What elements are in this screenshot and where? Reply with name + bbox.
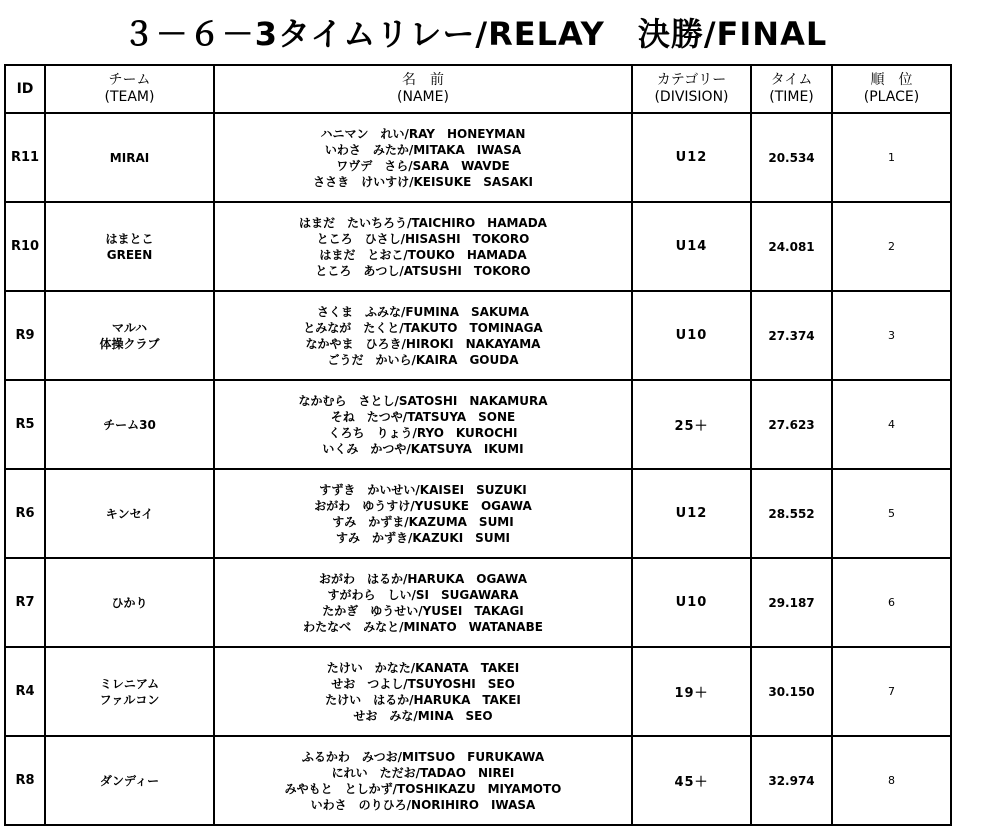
row-division: U10 <box>632 558 751 647</box>
row-team <box>45 202 214 291</box>
row-time: 32.974 <box>751 736 832 825</box>
row-place: 2 <box>832 202 951 291</box>
row-time: 29.187 <box>751 558 832 647</box>
header-id: ID <box>5 65 45 113</box>
row-members <box>214 647 632 736</box>
row-members <box>214 736 632 825</box>
team-name-line: MIRAI <box>109 150 150 165</box>
team-name-line: ダンディー <box>99 773 160 788</box>
member-name: わたなべ みなと/MINATO WATANABE <box>303 619 543 634</box>
row-time: 27.374 <box>751 291 832 380</box>
member-name: おがわ ゆうすけ/YUSUKE OGAWA <box>314 498 532 513</box>
team-name-line: ひかり <box>111 595 148 610</box>
table-row <box>5 469 951 558</box>
member-name: にれい ただお/TADAO NIREI <box>331 765 515 780</box>
member-name: なかやま ひろき/HIROKI NAKAYAMA <box>305 336 541 351</box>
row-id: R11 <box>5 113 45 202</box>
member-name: いわさ みたか/MITAKA IWASA <box>324 142 522 157</box>
row-team <box>45 291 214 380</box>
row-id: R4 <box>5 647 45 736</box>
member-name: ワヴデ さら/SARA WAVDE <box>336 158 510 173</box>
row-place: 5 <box>832 469 951 558</box>
row-place: 1 <box>832 113 951 202</box>
member-name: はまだ たいちろう/TAICHIRO HAMADA <box>299 215 547 230</box>
header-place: 順 位 (PLACE) <box>832 65 951 113</box>
member-name: すみ かずま/KAZUMA SUMI <box>332 514 514 529</box>
member-name: すずき かいせい/KAISEI SUZUKI <box>319 482 527 497</box>
row-place: 4 <box>832 380 951 469</box>
table-row <box>5 380 951 469</box>
row-id: R5 <box>5 380 45 469</box>
row-time: 24.081 <box>751 202 832 291</box>
member-name: たけい かなた/KANATA TAKEI <box>326 660 520 675</box>
row-members <box>214 380 632 469</box>
row-division: 25＋ <box>632 380 751 469</box>
team-name-line: チーム30 <box>103 417 156 432</box>
row-division: U14 <box>632 202 751 291</box>
row-place: 6 <box>832 558 951 647</box>
member-name: とみなが たくと/TAKUTO TOMINAGA <box>303 320 543 335</box>
member-name: ところ ひさし/HISASHI TOKORO <box>316 231 530 246</box>
member-name: さくま ふみな/FUMINA SAKUMA <box>316 304 530 319</box>
team-name-line: キンセイ <box>105 506 154 521</box>
team-name-line: ミレニアム <box>99 676 160 691</box>
row-team <box>45 113 214 202</box>
row-time: 30.150 <box>751 647 832 736</box>
row-members <box>214 202 632 291</box>
row-members <box>214 113 632 202</box>
team-name-line: ファルコン <box>99 692 160 707</box>
member-name: はまだ とおこ/TOUKO HAMADA <box>319 247 527 262</box>
results-table <box>4 64 952 826</box>
row-place: 3 <box>832 291 951 380</box>
row-team <box>45 558 214 647</box>
table-row <box>5 202 951 291</box>
member-name: たかぎ ゆうせい/YUSEI TAKAGI <box>322 603 524 618</box>
row-id: R7 <box>5 558 45 647</box>
header-team: チーム (TEAM) <box>45 65 214 113</box>
page-title: ３－６－3タイムリレー/RELAY 決勝/FINAL <box>122 15 828 53</box>
table-row <box>5 736 951 825</box>
row-members <box>214 558 632 647</box>
team-name-line: 体操クラブ <box>99 336 160 351</box>
member-name: くろち りょう/RYO KUROCHI <box>328 425 518 440</box>
member-name: すみ かずき/KAZUKI SUMI <box>336 530 510 545</box>
row-division: U12 <box>632 469 751 558</box>
member-name: せお つよし/TSUYOSHI SEO <box>331 676 515 691</box>
team-name-line: マルハ <box>111 320 148 335</box>
member-name: そね たつや/TATSUYA SONE <box>330 409 516 424</box>
row-time: 28.552 <box>751 469 832 558</box>
table-row <box>5 647 951 736</box>
row-division: U10 <box>632 291 751 380</box>
member-name: いわさ のりひろ/NORIHIRO IWASA <box>310 797 536 812</box>
member-name: みやもと としかず/TOSHIKAZU MIYAMOTO <box>284 781 562 796</box>
header-division: カテゴリー (DIVISION) <box>632 65 751 113</box>
row-id: R10 <box>5 202 45 291</box>
header-name: 名 前 (NAME) <box>214 65 632 113</box>
row-id: R8 <box>5 736 45 825</box>
member-name: ごうだ かいら/KAIRA GOUDA <box>327 352 519 367</box>
row-place: 7 <box>832 647 951 736</box>
member-name: ところ あつし/ATSUSHI TOKORO <box>315 263 531 278</box>
table-row <box>5 113 951 202</box>
member-name: いくみ かつや/KATSUYA IKUMI <box>322 441 524 456</box>
table-row <box>5 558 951 647</box>
table-row <box>5 291 951 380</box>
member-name: なかむら さとし/SATOSHI NAKAMURA <box>298 393 548 408</box>
member-name: ささき けいすけ/KEISUKE SASAKI <box>313 174 533 189</box>
header-time: タイム (TIME) <box>751 65 832 113</box>
team-name-line: GREEN <box>106 247 153 262</box>
member-name: すがわら しい/SI SUGAWARA <box>327 587 519 602</box>
row-team <box>45 736 214 825</box>
row-place: 8 <box>832 736 951 825</box>
results-body <box>5 113 951 825</box>
row-members <box>214 469 632 558</box>
row-id: R6 <box>5 469 45 558</box>
team-name-line: はまとこ <box>105 231 154 246</box>
row-members <box>214 291 632 380</box>
row-id: R9 <box>5 291 45 380</box>
row-team <box>45 647 214 736</box>
member-name: ふるかわ みつお/MITSUO FURUKAWA <box>301 749 545 764</box>
member-name: せお みな/MINA SEO <box>353 708 493 723</box>
row-time: 20.534 <box>751 113 832 202</box>
row-time: 27.623 <box>751 380 832 469</box>
member-name: たけい はるか/HARUKA TAKEI <box>325 692 521 707</box>
row-division: U12 <box>632 113 751 202</box>
row-team <box>45 380 214 469</box>
row-division: 19＋ <box>632 647 751 736</box>
header-row <box>5 65 951 113</box>
member-name: おがわ はるか/HARUKA OGAWA <box>318 571 528 586</box>
row-division: 45＋ <box>632 736 751 825</box>
row-team <box>45 469 214 558</box>
member-name: ハニマン れい/RAY HONEYMAN <box>320 126 526 141</box>
